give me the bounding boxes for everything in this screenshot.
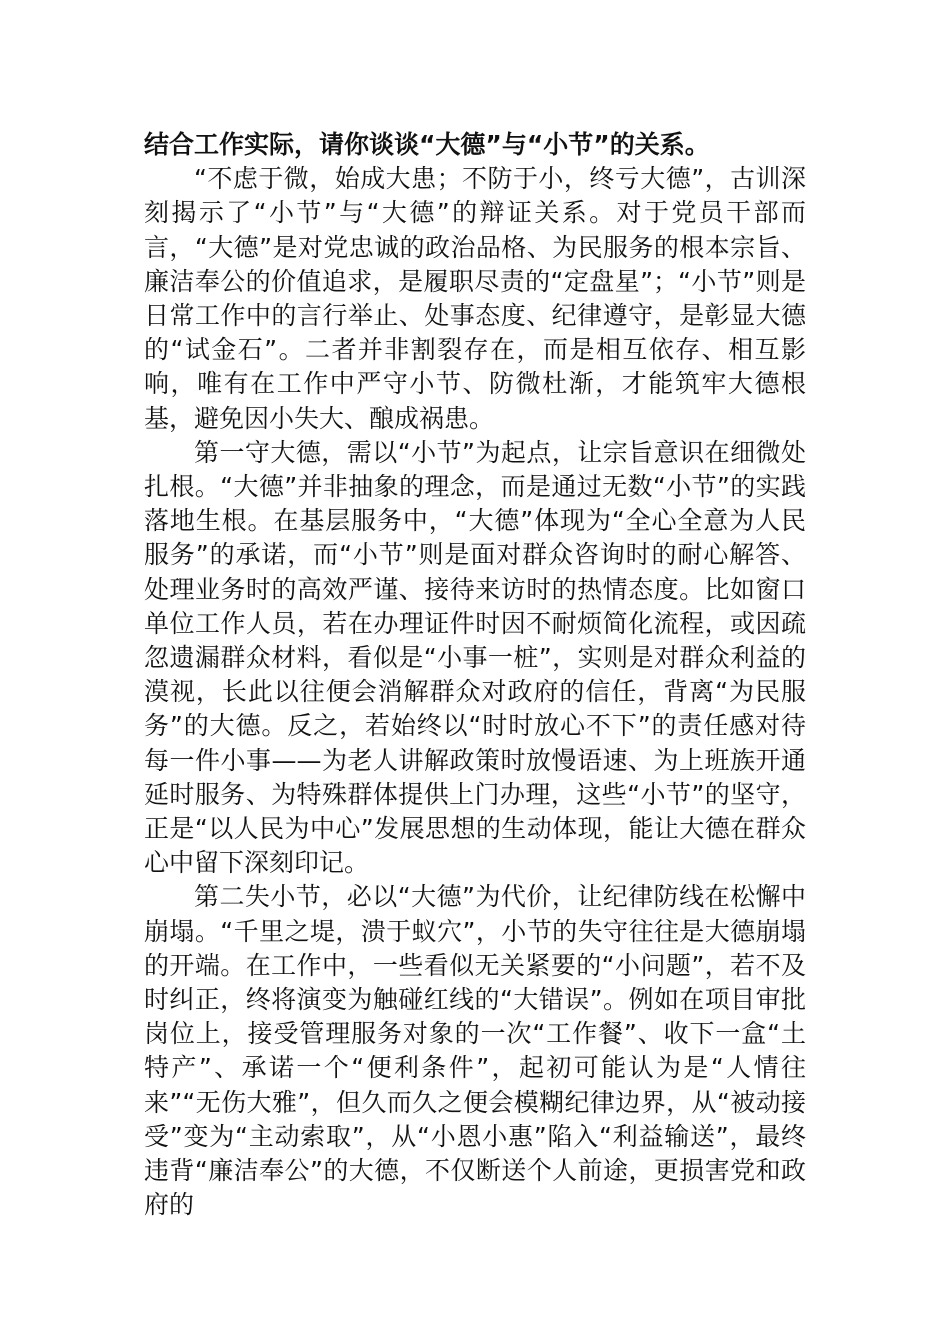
question-heading: 结合工作实际，请你谈谈“大德”与“小节”的关系。 <box>144 130 710 159</box>
paragraph-second-point: 第二失小节，必以“大德”为代价，让纪律防线在松懈中崩塌。“千里之堤，溃于蚁穴”，小节的失守往往是大德崩塌的开端。在工作中，一些看似无关紧要的“小问题”，若不及时纠正，终将演变为触碰红线的“大错误”。例如在项目审批岗位上，接受管理服务对象的一次“工作餐”、收下一盒“土特产”、承诺一个“便利条件”，起初可能认为是“人情往来”“无伤大雅”，但久而久之便会模糊纪律边界，从“被动接受”变为“主动索取”，从“小恩小惠”陷入“利益输送”，最终违背“廉洁奉公”的大德，不仅断送个人前途，更损害党和政府的 <box>144 882 806 1220</box>
document-page <box>144 128 806 1223</box>
paragraph-first-point: 第一守大德，需以“小节”为起点，让宗旨意识在细微处扎根。“大德”并非抽象的理念，而是通过无数“小节”的实践落地生根。在基层服务中，“大德”体现为“全心全意为人民服务”的承诺，而“小节”则是面对群众咨询时的耐心解答、处理业务时的高效严谨、接待来访时的热情态度。比如窗口单位工作人员，若在办理证件时因不耐烦简化流程，或因疏忽遗漏群众材料，看似是“小事一桩”，实则是对群众利益的漠视，长此以往便会消解群众对政府的信任，背离“为民服务”的大德。反之，若始终以“时时放心不下”的责任感对待每一件小事——为老人讲解政策时放慢语速、为上班族开通延时服务、为特殊群体提供上门办理，这些“小节”的坚守，正是“以人民为中心”发展思想的生动体现，能让大德在群众心中留下深刻印记。 <box>144 437 806 878</box>
paragraph-intro: “不虑于微，始成大患；不防于小，终亏大德”，古训深刻揭示了“小节”与“大德”的辩证关系。对于党员干部而言，“大德”是对党忠诚的政治品格、为民服务的根本宗旨、廉洁奉公的价值追求，是履职尽责的“定盘星”；“小节”则是日常工作中的言行举止、处事态度、纪律遵守，是彰显大德的“试金石”。二者并非割裂存在，而是相互依存、相互影响，唯有在工作中严守小节、防微杜渐，才能筑牢大德根基，避免因小失大、酿成祸患。 <box>144 164 806 433</box>
